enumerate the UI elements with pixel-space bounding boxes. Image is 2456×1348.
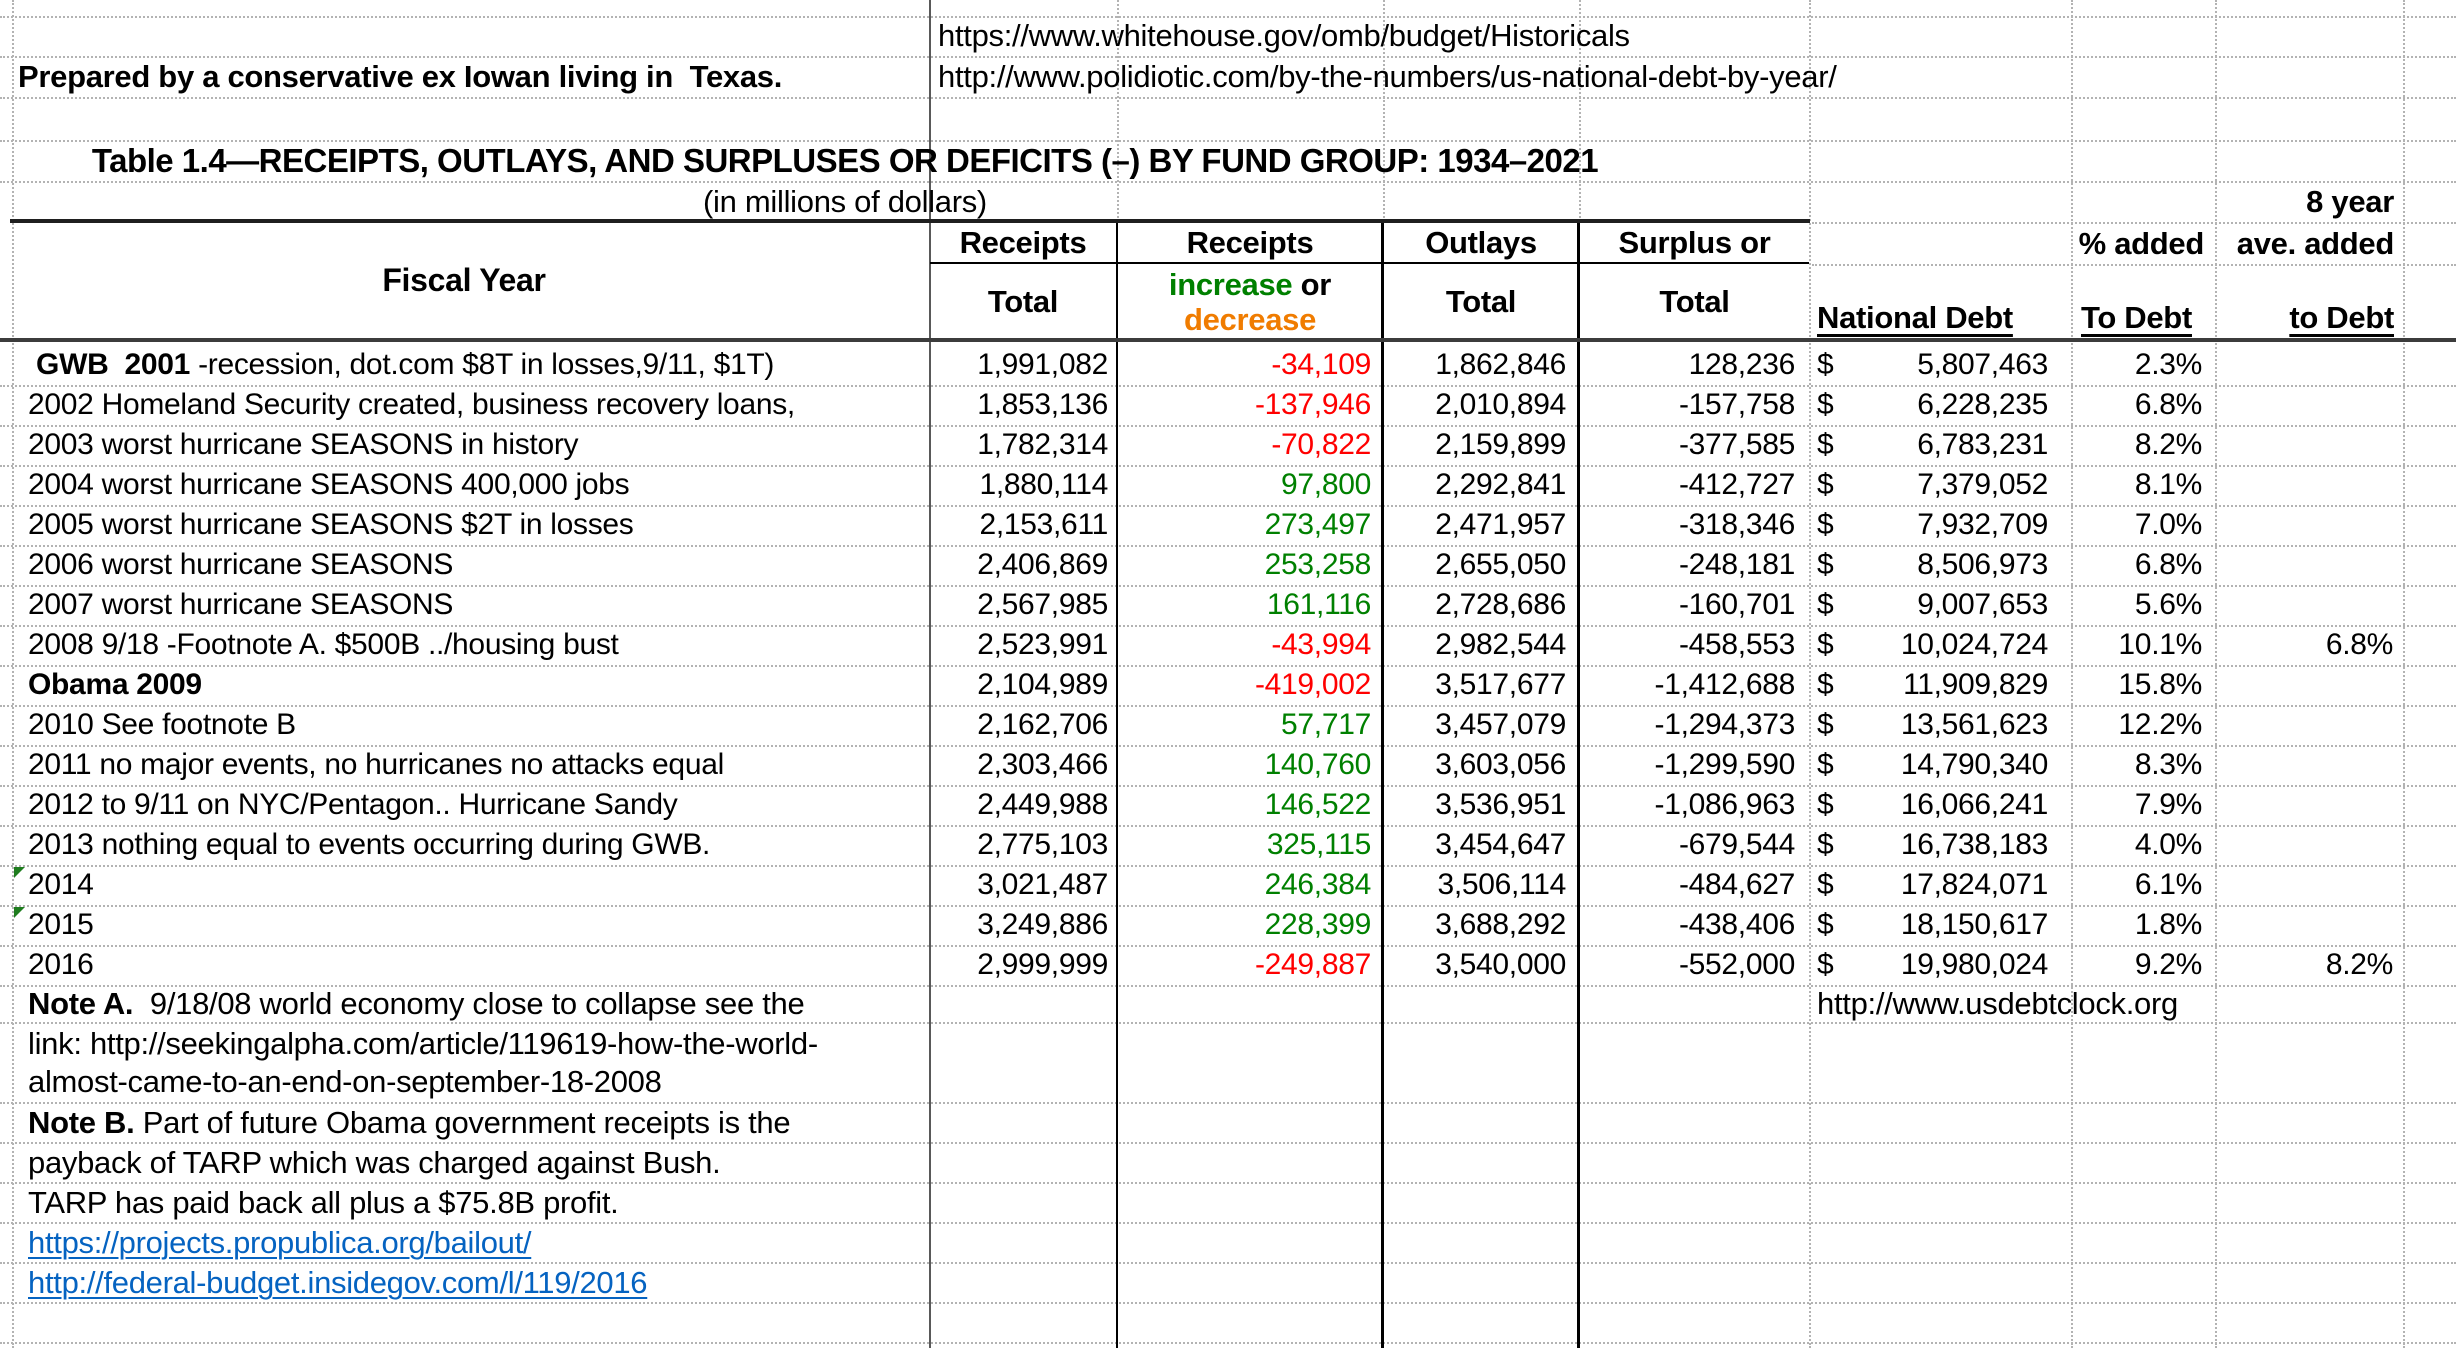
table-row-5-debt-dollar-sign: $ <box>1817 508 1834 541</box>
table-row-4-outlays-total: 2,292,841 <box>1435 468 1566 501</box>
table-row-11-receipts-change: 140,760 <box>1264 748 1371 781</box>
table-row-6-debt-dollar-sign: $ <box>1817 548 1834 581</box>
header-national-debt: National Debt <box>1817 300 2013 335</box>
table-row-6-pct-added: 6.8% <box>2134 548 2202 581</box>
table-row-1-surplus-total: 128,236 <box>1688 348 1795 381</box>
table-row-9-surplus-total: -1,412,688 <box>1654 668 1795 701</box>
table-row-9-pct-added: 15.8% <box>2118 668 2202 701</box>
table-row-13-national-debt: 16,738,183 <box>1900 828 2048 861</box>
table-row-5-surplus-total: -318,346 <box>1678 508 1795 541</box>
header-surplus-total: Total <box>1659 283 1730 319</box>
table-row-15-national-debt: 18,150,617 <box>1900 908 2048 941</box>
insidegov-link[interactable]: http://federal-budget.insidegov.com/l/119/2016 <box>28 1265 648 1300</box>
table-row-12-surplus-total: -1,086,963 <box>1654 788 1795 821</box>
table-row-10-receipts-change: 57,717 <box>1281 708 1371 741</box>
table-row-2-national-debt: 6,228,235 <box>1917 388 2048 421</box>
table-row-4-debt-dollar-sign: $ <box>1817 468 1834 501</box>
table-row-3-surplus-total: -377,585 <box>1678 428 1795 461</box>
usdebtclock-url-text: http://www.usdebtclock.org <box>1817 986 2178 1021</box>
table-row-4-national-debt: 7,379,052 <box>1917 468 2048 501</box>
note-a-text1: 9/18/08 world economy close to collapse see the <box>133 986 805 1021</box>
table-row-11-surplus-total: -1,299,590 <box>1654 748 1795 781</box>
table-row-13-debt-dollar-sign: $ <box>1817 828 1834 861</box>
table-row-15-fiscal-year-label <box>28 905 923 945</box>
table-row-3-outlays-total: 2,159,899 <box>1435 428 1566 461</box>
table-row-3-national-debt: 6,783,231 <box>1917 428 2048 461</box>
table-row-16-surplus-total: -552,000 <box>1678 948 1795 981</box>
note-b-line3: TARP has paid back all plus a $75.8B profit. <box>28 1185 619 1220</box>
header-decrease-label: decrease <box>1183 301 1317 337</box>
table-row-5-fiscal-year-label <box>28 505 923 545</box>
table-row-5-pct-added: 7.0% <box>2134 508 2202 541</box>
table-row-10-fiscal-year-label <box>28 705 923 745</box>
table-row-1-receipts-change: -34,109 <box>1271 348 1371 381</box>
header-receipts-change: Receipts <box>1186 224 1314 260</box>
table-row-6-receipts-change: 253,258 <box>1264 548 1371 581</box>
table-row-13-surplus-total: -679,544 <box>1678 828 1795 861</box>
table-row-3-fiscal-year-label <box>28 425 923 465</box>
whitehouse-url-text: https://www.whitehouse.gov/omb/budget/Historicals <box>938 18 1630 53</box>
table-row-16-receipts-change: -249,887 <box>1254 948 1371 981</box>
table-row-11-national-debt: 14,790,340 <box>1900 748 2048 781</box>
header-outlays-total: Total <box>1445 283 1517 319</box>
table-row-10-surplus-total: -1,294,373 <box>1654 708 1795 741</box>
table-row-14-receipts-total: 3,021,487 <box>977 868 1108 901</box>
table-row-7-receipts-total: 2,567,985 <box>977 588 1108 621</box>
table-row-12-national-debt: 16,066,241 <box>1900 788 2048 821</box>
table-row-15-receipts-total: 3,249,886 <box>977 908 1108 941</box>
table-row-13-outlays-total: 3,454,647 <box>1435 828 1566 861</box>
table-row-11-fiscal-year-label <box>28 745 923 785</box>
table-row-5-national-debt: 7,932,709 <box>1917 508 2048 541</box>
prepared-by-text: Prepared by a conservative ex Iowan living in Texas. <box>18 59 783 94</box>
note-a-line1 <box>28 985 804 1022</box>
table-row-5-label-text: 2005 worst hurricane SEASONS $2T in losses <box>28 508 634 541</box>
header-pct-added: % added <box>2078 226 2204 261</box>
table-row-14-national-debt: 17,824,071 <box>1900 868 2048 901</box>
note-b-text1: Part of future Obama government receipts is the <box>134 1105 791 1140</box>
table-row-16-receipts-total: 2,999,999 <box>977 948 1108 981</box>
table-row-10-debt-dollar-sign: $ <box>1817 708 1834 741</box>
table-row-5-receipts-change: 273,497 <box>1264 508 1371 541</box>
table-row-15-surplus-total: -438,406 <box>1678 908 1795 941</box>
table-border-v <box>1116 222 1118 1348</box>
table-row-11-debt-dollar-sign: $ <box>1817 748 1834 781</box>
table-row-7-outlays-total: 2,728,686 <box>1435 588 1566 621</box>
table-row-16-eight-year-avg: 8.2% <box>2325 948 2393 981</box>
table-row-1-receipts-total: 1,991,082 <box>977 348 1108 381</box>
table-row-9-outlays-total: 3,517,677 <box>1435 668 1566 701</box>
header-or-label: or <box>1292 266 1332 302</box>
gridline-h <box>0 97 2456 99</box>
table-row-7-surplus-total: -160,701 <box>1678 588 1795 621</box>
table-row-2-receipts-total: 1,853,136 <box>977 388 1108 421</box>
table-row-4-receipts-change: 97,800 <box>1281 468 1371 501</box>
table-row-1-pct-added: 2.3% <box>2134 348 2202 381</box>
table-border-v <box>1577 222 1580 1348</box>
table-row-2-receipts-change: -137,946 <box>1254 388 1371 421</box>
note-b-line2: payback of TARP which was charged against Bush. <box>28 1145 721 1180</box>
table-row-6-receipts-total: 2,406,869 <box>977 548 1108 581</box>
gridline-v <box>2215 0 2217 1348</box>
table-row-1-debt-dollar-sign: $ <box>1817 348 1834 381</box>
table-row-11-label-text: 2011 no major events, no hurricanes no attacks equal <box>28 748 724 781</box>
table-row-10-pct-added: 12.2% <box>2118 708 2202 741</box>
header-receipts-total: Total <box>987 283 1059 319</box>
table-row-2-debt-dollar-sign: $ <box>1817 388 1834 421</box>
note-b-label: Note B. <box>28 1105 135 1140</box>
table-row-1-fiscal-year-label <box>28 345 923 385</box>
table-row-14-comment-marker-icon <box>14 867 25 878</box>
table-border-v <box>1381 222 1384 1348</box>
table-row-12-outlays-total: 3,536,951 <box>1435 788 1566 821</box>
header-outlays: Outlays <box>1425 224 1537 260</box>
table-row-9-fiscal-year-label <box>28 665 923 705</box>
table-row-16-outlays-total: 3,540,000 <box>1435 948 1566 981</box>
table-row-3-receipts-total: 1,782,314 <box>977 428 1108 461</box>
table-row-13-receipts-change: 325,115 <box>1266 828 1371 861</box>
table-row-10-national-debt: 13,561,623 <box>1900 708 2048 741</box>
table-row-14-debt-dollar-sign: $ <box>1817 868 1834 901</box>
header-increase-label: increase <box>1168 266 1293 302</box>
table-row-4-label-text: 2004 worst hurricane SEASONS 400,000 jobs <box>28 468 630 501</box>
table-row-15-comment-marker-icon <box>14 907 25 918</box>
header-to-debt: To Debt <box>2081 300 2192 335</box>
table-row-9-debt-dollar-sign: $ <box>1817 668 1834 701</box>
table-row-13-receipts-total: 2,775,103 <box>977 828 1108 861</box>
table-row-8-fiscal-year-label <box>28 625 923 665</box>
table-row-16-label-text: 2016 <box>28 948 94 981</box>
table-row-1-national-debt: 5,807,463 <box>1917 348 2048 381</box>
table-row-4-receipts-total: 1,880,114 <box>979 468 1108 501</box>
table-row-15-debt-dollar-sign: $ <box>1817 908 1834 941</box>
table-row-8-national-debt: 10,024,724 <box>1900 628 2048 661</box>
table-row-5-outlays-total: 2,471,957 <box>1435 508 1566 541</box>
table-row-7-receipts-change: 161,116 <box>1266 588 1371 621</box>
table-row-13-pct-added: 4.0% <box>2134 828 2202 861</box>
table-row-11-receipts-total: 2,303,466 <box>977 748 1108 781</box>
table-row-11-outlays-total: 3,603,056 <box>1435 748 1566 781</box>
table-row-9-national-debt: 11,909,829 <box>1903 668 2048 701</box>
table-row-4-fiscal-year-label <box>28 465 923 505</box>
table-row-16-national-debt: 19,980,024 <box>1900 948 2048 981</box>
table-row-7-fiscal-year-label <box>28 585 923 625</box>
table-row-11-pct-added: 8.3% <box>2134 748 2202 781</box>
table-row-12-debt-dollar-sign: $ <box>1817 788 1834 821</box>
table-row-2-label-text: 2002 Homeland Security created, business recovery loans, <box>28 388 795 421</box>
table-row-3-receipts-change: -70,822 <box>1271 428 1371 461</box>
table-row-8-label-text: 2008 9/18 -Footnote A. $500B ../housing bust <box>28 628 619 661</box>
table-row-14-outlays-total: 3,506,114 <box>1437 868 1566 901</box>
table-row-1-label-bold: GWB 2001 <box>28 348 199 381</box>
table-row-7-label-text: 2007 worst hurricane SEASONS <box>28 588 454 621</box>
header-fiscal-year: Fiscal Year <box>382 262 546 298</box>
table-row-15-label-text: 2015 <box>28 908 94 941</box>
header-ave-added: ave. added <box>2236 226 2394 261</box>
table-row-15-pct-added: 1.8% <box>2134 908 2202 941</box>
table-row-16-pct-added: 9.2% <box>2134 948 2202 981</box>
table-row-4-pct-added: 8.1% <box>2134 468 2202 501</box>
gridline-h <box>1812 264 2456 266</box>
table-row-13-label-text: 2013 nothing equal to events occurring during GWB. <box>28 828 711 861</box>
header-to-debt-8yr: to Debt <box>2289 300 2394 335</box>
table-row-6-national-debt: 8,506,973 <box>1917 548 2048 581</box>
table-row-12-fiscal-year-label <box>28 785 923 825</box>
table-row-12-receipts-total: 2,449,988 <box>977 788 1108 821</box>
table-row-13-fiscal-year-label <box>28 825 923 865</box>
gridline-h <box>0 1302 2456 1304</box>
table-row-9-label-bold: Obama 2009 <box>28 668 202 701</box>
table-row-8-surplus-total: -458,553 <box>1678 628 1795 661</box>
table-row-6-fiscal-year-label <box>28 545 923 585</box>
header-eight-year: 8 year <box>2306 184 2394 219</box>
table-row-14-pct-added: 6.1% <box>2134 868 2202 901</box>
table-row-8-receipts-change: -43,994 <box>1271 628 1371 661</box>
table-row-14-surplus-total: -484,627 <box>1678 868 1795 901</box>
table-row-6-surplus-total: -248,181 <box>1678 548 1795 581</box>
table-row-8-outlays-total: 2,982,544 <box>1435 628 1566 661</box>
header-increase-or <box>1169 267 1331 302</box>
table-row-12-pct-added: 7.9% <box>2134 788 2202 821</box>
table-row-2-outlays-total: 2,010,894 <box>1435 388 1566 421</box>
header-surplus: Surplus or <box>1618 224 1771 260</box>
table-row-3-label-text: 2003 worst hurricane SEASONS in history <box>28 428 579 461</box>
note-a-label: Note A. <box>28 986 134 1021</box>
table-row-14-label-text: 2014 <box>28 868 94 901</box>
table-row-6-outlays-total: 2,655,050 <box>1435 548 1566 581</box>
table-row-5-receipts-total: 2,153,611 <box>979 508 1108 541</box>
gridline-v <box>1809 0 1811 1348</box>
table-row-14-receipts-change: 246,384 <box>1264 868 1371 901</box>
table-row-7-national-debt: 9,007,653 <box>1917 588 2048 621</box>
polidiotic-url-text: http://www.polidiotic.com/by-the-numbers/us-national-debt-by-year/ <box>938 59 1837 94</box>
gridline-h <box>0 1342 2456 1344</box>
table-row-15-outlays-total: 3,688,292 <box>1435 908 1566 941</box>
table-row-10-receipts-total: 2,162,706 <box>977 708 1108 741</box>
gridline-v <box>2403 0 2405 1348</box>
table-row-12-receipts-change: 146,522 <box>1264 788 1371 821</box>
header-receipts: Receipts <box>959 224 1087 260</box>
table-title: Table 1.4—RECEIPTS, OUTLAYS, AND SURPLUSES OR DEFICITS (–) BY FUND GROUP: 1934–2021 <box>91 142 1599 179</box>
table-row-6-label-text: 2006 worst hurricane SEASONS <box>28 548 454 581</box>
table-row-16-fiscal-year-label <box>28 945 923 985</box>
table-row-14-fiscal-year-label <box>28 865 923 905</box>
table-row-10-outlays-total: 3,457,079 <box>1435 708 1566 741</box>
table-row-12-label-text: 2012 to 9/11 on NYC/Pentagon.. Hurricane Sandy <box>28 788 678 821</box>
table-row-16-debt-dollar-sign: $ <box>1817 948 1834 981</box>
table-row-2-fiscal-year-label <box>28 385 923 425</box>
table-row-9-receipts-total: 2,104,989 <box>977 668 1108 701</box>
table-row-8-receipts-total: 2,523,991 <box>977 628 1108 661</box>
table-row-1-label-text: -recession, dot.com $8T in losses,9/11, $1T) <box>198 348 775 381</box>
table-row-9-receipts-change: -419,002 <box>1254 668 1371 701</box>
table-subtitle: (in millions of dollars) <box>703 184 987 219</box>
table-row-2-pct-added: 6.8% <box>2134 388 2202 421</box>
propublica-link[interactable]: https://projects.propublica.org/bailout/ <box>28 1225 532 1260</box>
table-row-8-debt-dollar-sign: $ <box>1817 628 1834 661</box>
note-a-line3: almost-came-to-an-end-on-september-18-2008 <box>28 1064 662 1099</box>
table-row-10-label-text: 2010 See footnote B <box>28 708 296 741</box>
table-row-3-pct-added: 8.2% <box>2134 428 2202 461</box>
table-row-15-receipts-change: 228,399 <box>1264 908 1371 941</box>
table-row-3-debt-dollar-sign: $ <box>1817 428 1834 461</box>
table-row-7-debt-dollar-sign: $ <box>1817 588 1834 621</box>
table-row-1-outlays-total: 1,862,846 <box>1435 348 1566 381</box>
table-row-8-eight-year-avg: 6.8% <box>2325 628 2393 661</box>
note-a-line2: link: http://seekingalpha.com/article/119619-how-the-world- <box>28 1026 818 1061</box>
table-row-4-surplus-total: -412,727 <box>1678 468 1795 501</box>
table-row-8-pct-added: 10.1% <box>2118 628 2202 661</box>
table-row-2-surplus-total: -157,758 <box>1678 388 1795 421</box>
table-row-7-pct-added: 5.6% <box>2134 588 2202 621</box>
note-b-line1 <box>28 1104 790 1142</box>
